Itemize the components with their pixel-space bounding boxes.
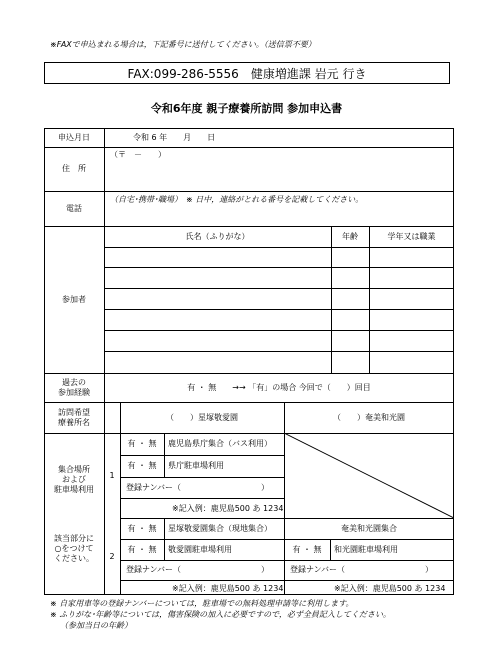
plate-example-2: ※記入例：鹿児島500 あ 1234 [172, 584, 284, 593]
destination-option-amami[interactable]: （ ）奄美和光園 [333, 412, 405, 422]
fax-line: FAX:099-286-5556 健康増進課 岩元 行き [127, 66, 367, 81]
plate-field-2[interactable]: 登録ナンバー（ ） [126, 565, 270, 574]
destination-label [44, 402, 104, 433]
amami-meet: 奄美和光園集合 [341, 523, 397, 533]
diagonal-strike [284, 433, 454, 518]
footer-note-1: ※ 自家用車等の登録ナンバーについては，駐車場での無料処理申請等に利用します。 [50, 599, 354, 608]
plate-field-3[interactable]: 登録ナンバー（ ） [290, 565, 434, 574]
experience-label-line2: 参加経験 [58, 387, 90, 397]
yes-no-keiai-parking[interactable]: 有 ・ 無 [127, 544, 157, 554]
fax-box [44, 62, 450, 84]
experience-value[interactable]: 有 ・ 無 →→ 「有」の場合 今回で（ ）回目 [187, 382, 371, 392]
circle-instruction [44, 528, 104, 570]
footer-note-2: ※ ふりがな･年齢等については，傷害保険の加入に必要ですので，必ず全員記入してください。 [50, 610, 391, 619]
yes-no-amami-parking[interactable]: 有 ・ 無 [292, 544, 322, 554]
plate-example-1: ※記入例：鹿児島500 あ 1234 [172, 504, 284, 513]
col-name-header: 氏名（ふりがな） [185, 231, 250, 241]
circle-instruction-line1: 該当部分に [54, 534, 94, 543]
amami-parking: 和光園駐車場利用 [334, 545, 398, 554]
participants-label: 参加者 [62, 294, 86, 304]
keiai-parking: 敬愛園駐車場利用 [168, 545, 232, 554]
destination-option-keiai[interactable]: （ ）星塚敬愛園 [166, 412, 238, 422]
address-value[interactable]: （〒 － ） [110, 150, 166, 159]
destination-label-line1: 訪問希望 [58, 407, 90, 417]
choice-2-number: 2 [109, 551, 115, 561]
yes-no-keiai-meet[interactable]: 有 ・ 無 [127, 523, 157, 533]
page-title: 令和6年度 親子療養所訪問 参加申込書 [150, 102, 343, 115]
col-grade-header: 学年又は職業 [387, 231, 436, 241]
circle-instruction-line2: ○をつけて [54, 544, 94, 553]
footer-note-3: （参加当日の年齢） [60, 621, 132, 630]
experience-label-line1: 過去の [62, 377, 86, 387]
choice-1-number: 1 [109, 470, 115, 480]
pref-office-meet: 鹿児島県庁集合（バス利用） [168, 439, 272, 448]
experience-label [44, 373, 104, 402]
meeting-label [44, 460, 104, 500]
apply-date-label: 申込月日 [58, 132, 90, 142]
address-label: 住 所 [62, 164, 86, 173]
fax-note: ※FAXで申込まれる場合は，下記番号に送付してください。（送信票不要） [50, 40, 316, 49]
meeting-label-line3: 駐車場利用 [54, 485, 94, 494]
yes-no-pref-parking[interactable]: 有 ・ 無 [127, 461, 157, 470]
pref-parking: 県庁駐車場利用 [168, 461, 224, 470]
yes-no-pref-office[interactable]: 有 ・ 無 [127, 439, 157, 448]
col-age-header: 年齢 [342, 231, 358, 241]
phone-label: 電話 [66, 203, 82, 213]
meeting-label-line1: 集合場所 [58, 465, 90, 474]
apply-date-value[interactable]: 令和 6 年 月 日 [133, 133, 216, 142]
meeting-label-line2: および [62, 475, 86, 484]
circle-instruction-line3: ください。 [54, 554, 94, 563]
plate-field-1[interactable]: 登録ナンバー（ ） [126, 483, 270, 492]
plate-example-3: ※記入例：鹿児島500 あ 1234 [334, 584, 446, 593]
phone-value[interactable]: （自宅･携帯･職場） ※ 日中，連絡がとれる番号を記載してください。 [110, 195, 364, 204]
keiai-meet: 星塚敬愛園集合（現地集合） [168, 524, 272, 533]
destination-label-line2: 療養所名 [58, 417, 90, 427]
